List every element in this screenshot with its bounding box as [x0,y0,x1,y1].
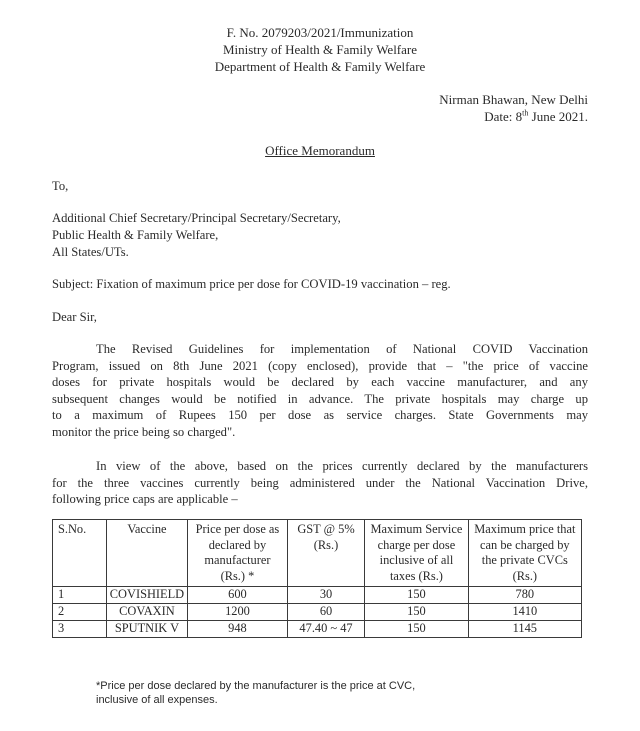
department-name: Department of Health & Family Welfare [214,59,426,74]
cell-gst: 60 [287,604,364,621]
cell-price: 600 [188,587,288,604]
header-service-charge: Maximum Service charge per dose inclusive of all taxes (Rs.) [365,520,468,587]
addressee-line-2: Public Health & Family Welfare, [52,228,219,242]
cell-vaccine: SPUTNIK V [106,621,187,638]
cell-sno: 1 [53,587,107,604]
place: Nirman Bhawan, New Delhi [439,92,588,107]
footnote-line-1: *Price per dose declared by the manufacturer is the price at CVC, [96,680,416,692]
table-row [53,604,582,621]
header-max-price: Maximum price that can be charged by the private CVCs (Rs.) [468,520,581,587]
addressee-line-3: All States/UTs. [52,245,129,259]
cell-gst: 30 [287,587,364,604]
addressee-line-1: Additional Chief Secretary/Principal Secretary/Secretary, [52,211,341,225]
cell-vaccine: COVAXIN [106,604,187,621]
ministry-name: Ministry of Health & Family Welfare [222,42,418,57]
table-header-row [53,520,582,587]
date: Date: 8th June 2021. [484,108,588,124]
cell-vaccine: COVISHIELD [106,587,187,604]
cell-max: 1145 [468,621,581,638]
header-price: Price per dose as declared by manufacturer (Rs.) * [188,520,288,587]
cell-sno: 3 [53,621,107,638]
table-row [53,587,582,604]
cell-gst: 47.40 ~ 47 [287,621,364,638]
cell-max: 1410 [468,604,581,621]
paragraph-guidelines: The Revised Guidelines for implementation of National COVID Vaccination Program, issued on 8th June 2021 (copy enclosed), provide that – "the price of vaccine doses for private hospitals would be declared by each vaccine manufacturer, and any subsequent changes would be notified in advance. The private hospitals may charge up to a maximum of Rupees 150 per dose as service charges. State Governments may monitor the price being so charged". [52,342,588,439]
table-row [53,621,582,638]
footnote-line-2: inclusive of all expenses. [96,694,218,706]
salutation: Dear Sir, [52,310,97,324]
subject-line: Subject: Fixation of maximum price per dose for COVID-19 vaccination – reg. [52,277,451,291]
cell-service: 150 [365,621,468,638]
cell-service: 150 [365,587,468,604]
paragraph-price-caps: In view of the above, based on the prices currently declared by the manufacturers for the three vaccines currently being administered under the National Vaccination Drive, following price caps are applicable – [52,459,588,506]
cell-max: 780 [468,587,581,604]
cell-sno: 2 [53,604,107,621]
footnote [96,679,415,707]
memo-title: Office Memorandum [265,143,375,158]
price-cap-table [52,519,582,638]
file-number: F. No. 2079203/2021/Immunization [226,25,414,40]
header-gst: GST @ 5% (Rs.) [287,520,364,587]
cell-price: 948 [188,621,288,638]
to-line: To, [52,179,69,193]
header-vaccine: Vaccine [106,520,187,587]
header-sno: S.No. [53,520,107,587]
cell-price: 1200 [188,604,288,621]
cell-service: 150 [365,604,468,621]
